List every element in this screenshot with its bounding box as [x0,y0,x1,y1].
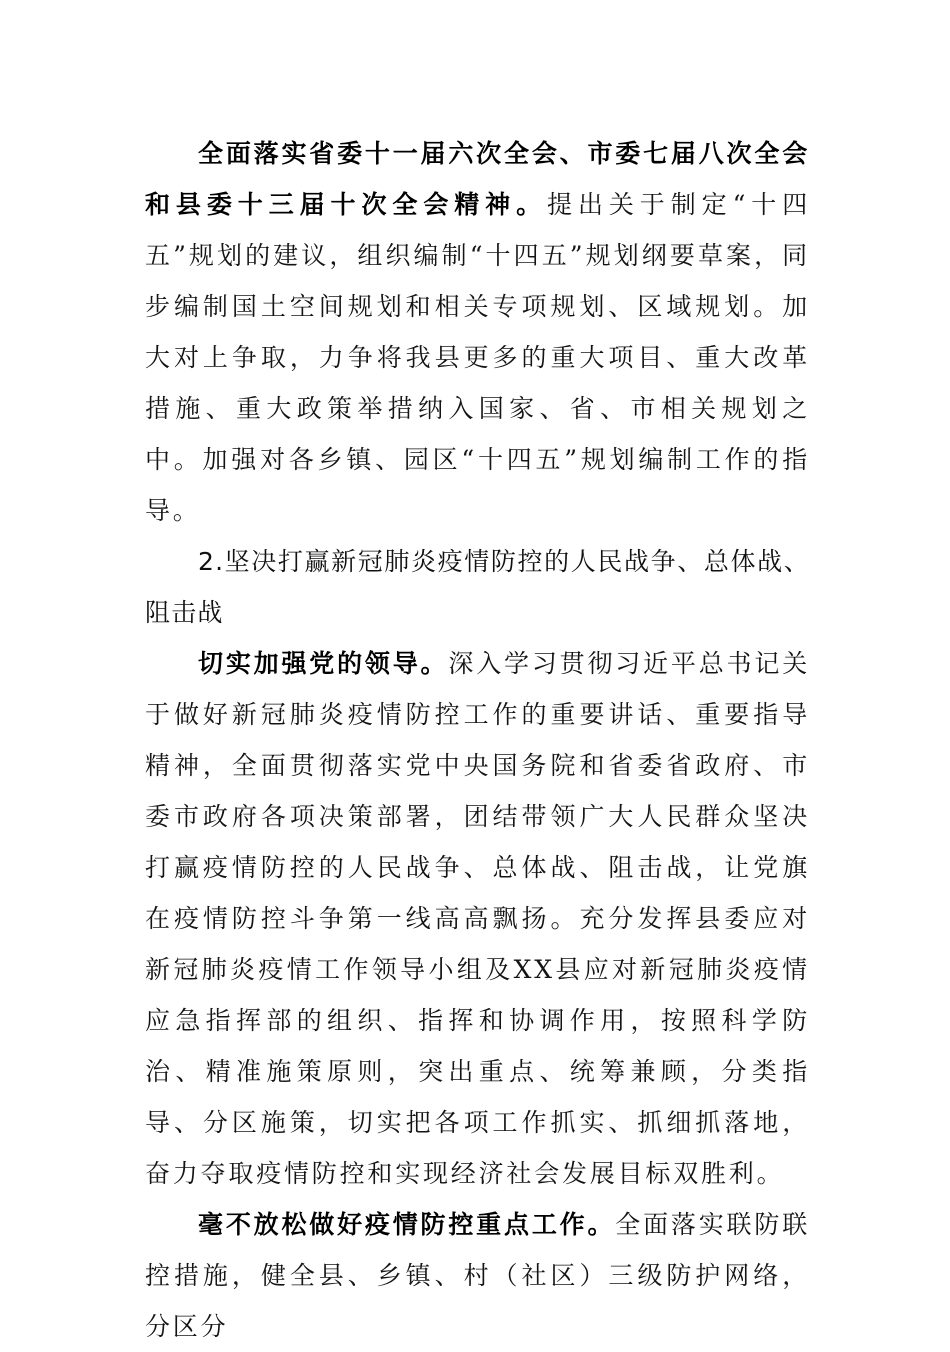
paragraph-text: 深入学习贯彻习近平总书记关于做好新冠肺炎疫情防控工作的重要讲话、重要指导精神，全面贯彻落实党中央国务院和省委省政府、市委市政府各项决策部署，团结带领广大人民群众坚决打赢疫情防控的人民战争、总体战、阻击战，让党旗在疫情防控斗争第一线高高飘扬。充分发挥县委应对新冠肺炎疫情工作领导小组及XX县应对新冠肺炎疫情应急指挥部的组织、指挥和协调作用，按照科学防治、精准施策原则，突出重点、统筹兼顾，分类指导、分区施策，切实把各项工作抓实、抓细抓落地，奋力夺取疫情防控和实现经济社会发展目标双胜利。 [145,649,810,1188]
paragraph-text: 全面落实联防联控措施，健全县、乡镇、村（社区）三级防护网络，分区分 [145,1210,810,1341]
paragraph-text: 提出关于制定“十四五”规划的建议，组织编制“十四五”规划纲要草案，同步编制国土空间规划和相关专项规划、区域规划。加大对上争取，力争将我县更多的重大项目、重大改革措施、重大政策举措纳入国家、省、市相关规划之中。加强对各乡镇、园区“十四五”规划编制工作的指导。 [145,190,811,525]
document-body [145,128,810,1352]
section-heading-2: 2.坚决打赢新冠肺炎疫情防控的人民战争、总体战、阻击战 [145,547,810,627]
paragraph-plan-implementation [145,128,810,536]
paragraph-lead-bold: 全面落实省委十一届六次全会、市委七届八次全会和县委十三届十次全会精神。 [145,139,810,219]
paragraph-epidemic-key-work [145,1199,810,1352]
paragraph-lead-bold: 切实加强党的领导。 [198,649,449,678]
paragraph-lead-bold: 毫不放松做好疫情防控重点工作。 [198,1210,616,1239]
paragraph-party-leadership [145,638,810,1199]
